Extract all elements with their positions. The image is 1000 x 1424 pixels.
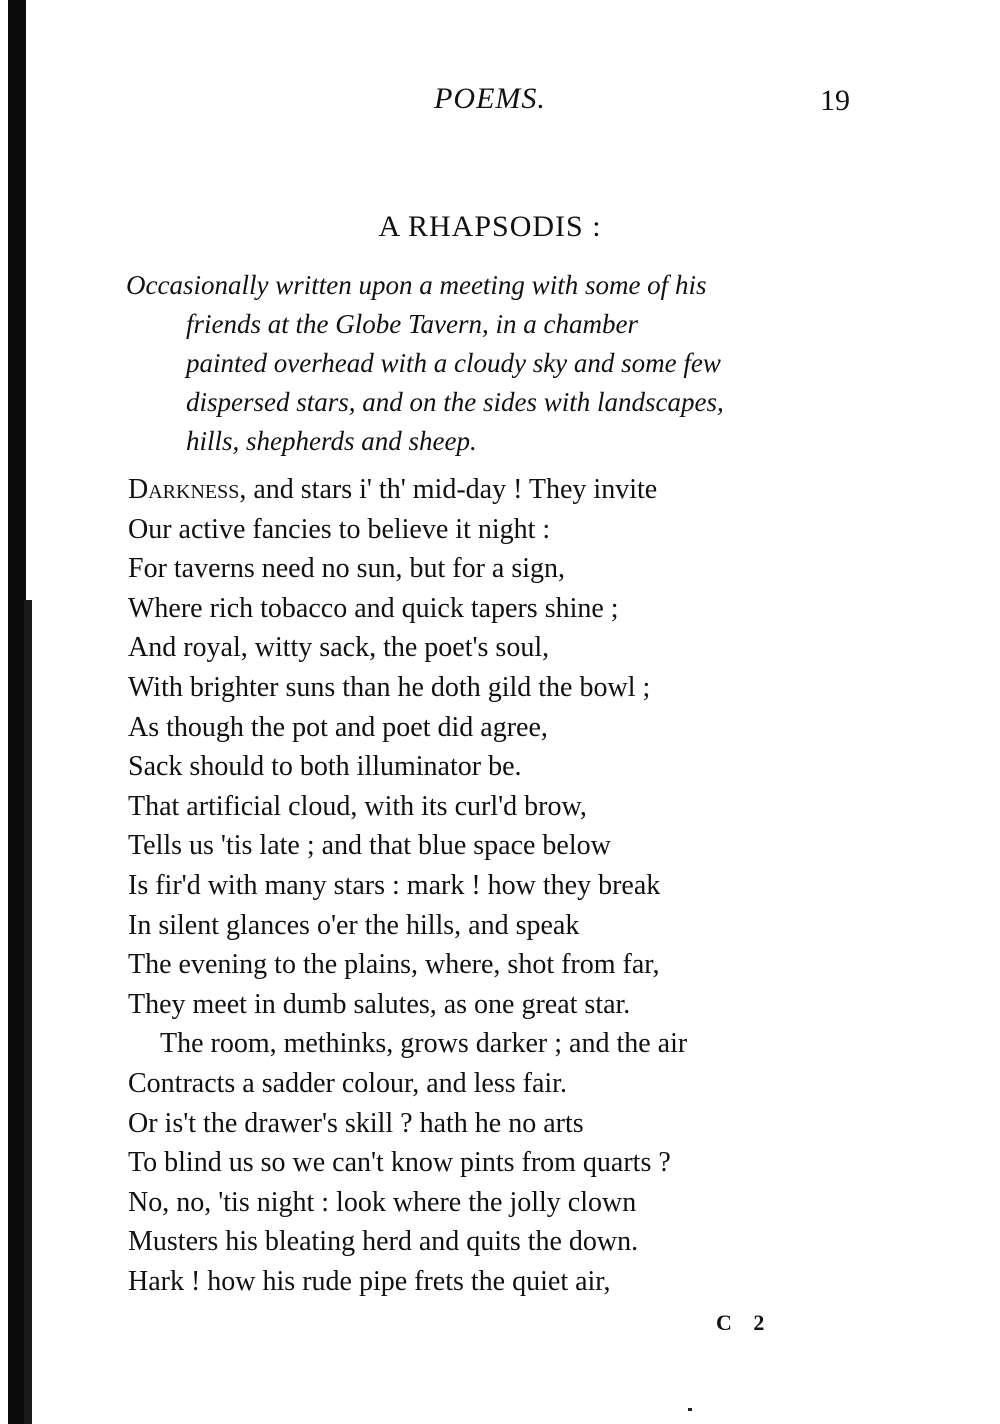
subtitle-line: painted overhead with a cloudy sky and some few (186, 348, 721, 378)
poem-line: As though the pot and poet did agree, (128, 711, 548, 743)
subtitle-line: dispersed stars, and on the sides with landscapes, (186, 387, 724, 417)
poem-line: Where rich tobacco and quick tapers shine ; (128, 592, 619, 624)
poem-line: The room, methinks, grows darker ; and the air (160, 1028, 688, 1060)
poem-line: Our active fancies to believe it night : (128, 513, 551, 545)
poem-line-first (128, 470, 868, 510)
poem-line: No, no, 'tis night : look where the jolly clown (128, 1186, 637, 1218)
subtitle-line: Occasionally written upon a meeting with some of his (126, 270, 707, 300)
poem-line: Sack should to both illuminator be. (128, 751, 522, 783)
first-line-rest: , and stars i' th' mid-day ! They invite (239, 474, 658, 505)
poem-line: And royal, witty sack, the poet's soul, (128, 632, 550, 664)
poem-line: Contracts a sadder colour, and less fair. (128, 1067, 567, 1099)
poem-subtitle (126, 266, 854, 461)
page-number: 19 (820, 84, 850, 117)
poem-line: To blind us so we can't know pints from quarts ? (128, 1147, 671, 1179)
poem-line: Hark ! how his rude pipe frets the quiet air, (128, 1265, 611, 1297)
running-header (120, 82, 860, 122)
poem-line: Is fir'd with many stars : mark ! how they break (128, 869, 661, 901)
poem-line: Tells us 'tis late ; and that blue space below (128, 830, 611, 862)
running-title: POEMS. (434, 82, 546, 115)
poem-title: A RHAPSODIS : (378, 210, 602, 243)
poem-body (128, 470, 868, 1301)
signature-mark: C 2 (716, 1310, 773, 1335)
binding-edge-shadow (24, 600, 32, 1424)
subtitle-line: hills, shepherds and sheep. (186, 426, 477, 456)
poem-line: The evening to the plains, where, shot from far, (128, 949, 660, 981)
poem-line: Musters his bleating herd and quits the down. (128, 1226, 639, 1258)
poem-line: That artificial cloud, with its curl'd brow, (128, 790, 587, 822)
print-speck (688, 1408, 692, 1411)
poem-line: For taverns need no sun, but for a sign, (128, 553, 566, 585)
poem-line: With brighter suns than he doth gild the bowl ; (128, 671, 651, 703)
poem-line: In silent glances o'er the hills, and speak (128, 909, 580, 941)
poem-line: They meet in dumb salutes, as one great star. (128, 988, 631, 1020)
first-word: Darkness (128, 474, 240, 505)
subtitle-line: friends at the Globe Tavern, in a chamber (186, 309, 638, 339)
poem-line: Or is't the drawer's skill ? hath he no arts (128, 1107, 584, 1139)
